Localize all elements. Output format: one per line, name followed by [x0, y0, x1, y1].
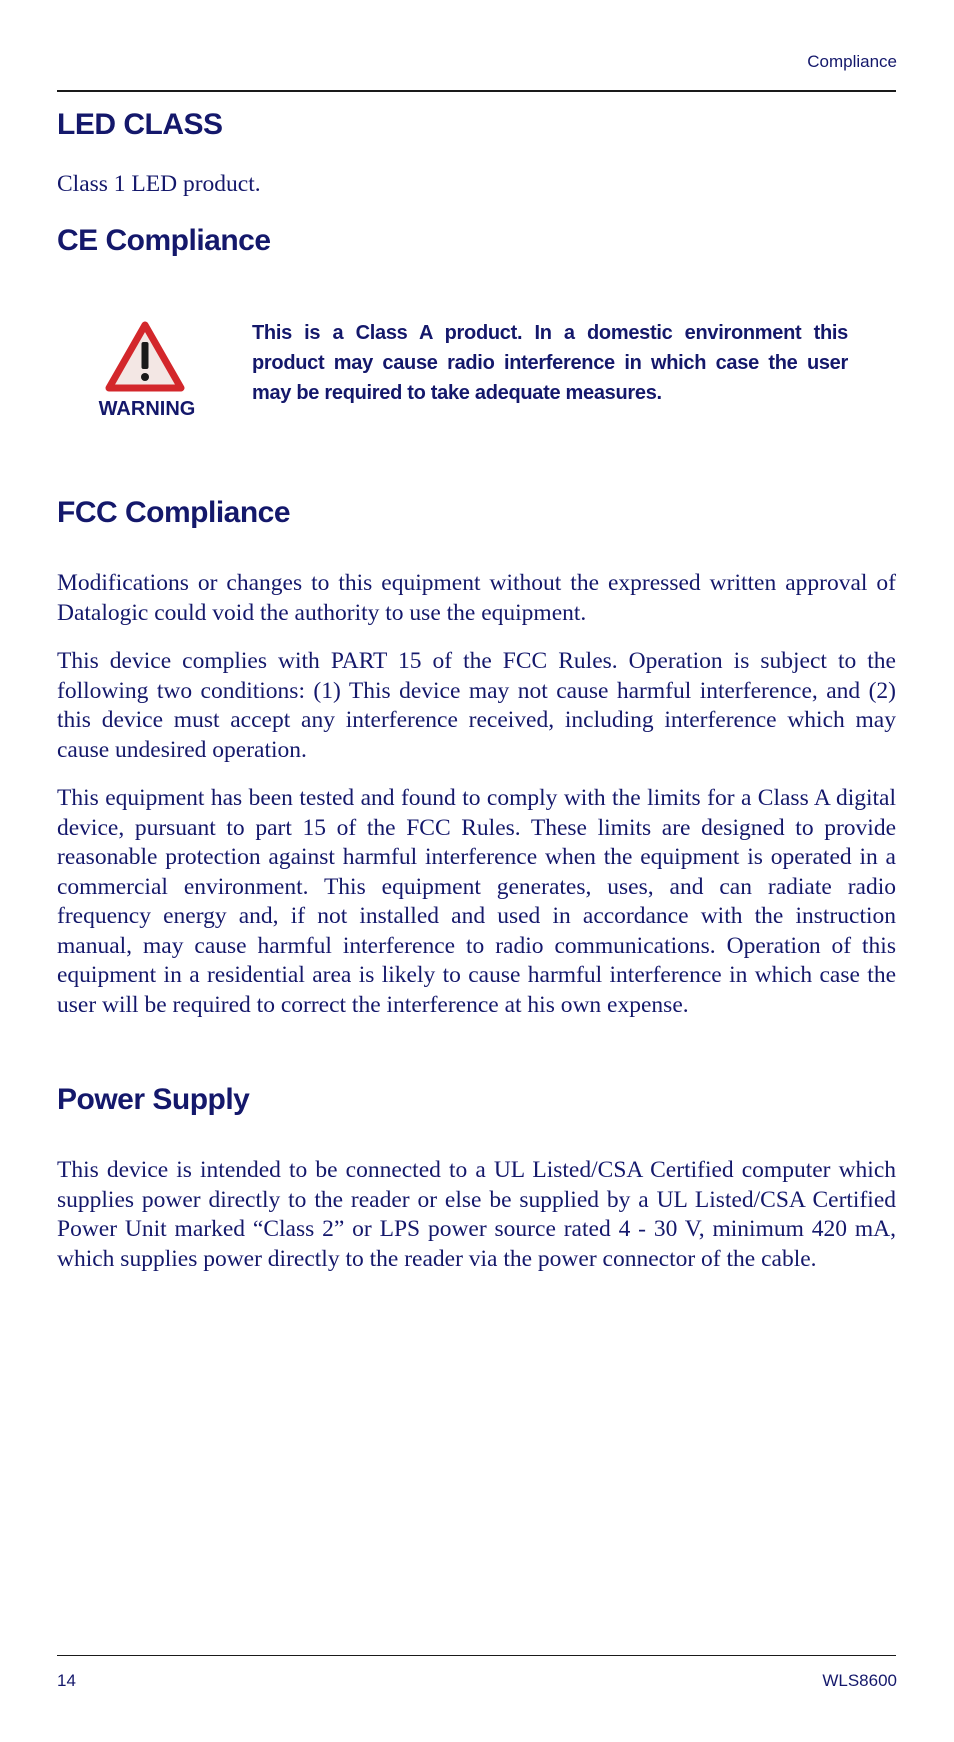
product-name: WLS8600	[822, 1671, 897, 1690]
running-header: Compliance	[807, 52, 897, 71]
page-number: 14	[57, 1671, 76, 1690]
ce-compliance-heading: CE Compliance	[57, 224, 271, 257]
footer-divider	[57, 1655, 896, 1656]
power-supply-text: This device is intended to be connected to a UL Listed/CSA Certified computer which supplies power directly to the reader or else be supplied by a UL Listed/CSA Certified Power Unit marked “Class 2” or LPS power source rated 4 - 30 V, minimum 420 mA, which supplies power directly to the reader via the power connector of the cable.	[57, 1157, 896, 1272]
led-class-text: Class 1 LED product.	[57, 171, 261, 197]
led-class-heading: LED CLASS	[57, 108, 223, 141]
warning-label: WARNING	[98, 398, 196, 420]
warning-text: This is a Class A product. In a domestic environment this product may cause radio interference in which case the user may be required to take adequate measures.	[252, 322, 848, 404]
fcc-paragraph: This equipment has been tested and found to comply with the limits for a Class A digital device, pursuant to part 15 of the FCC Rules. These limits are designed to provide reasonable protection against harmful interference when the equipment is operated in a commercial environment. This equipment generates, uses, and can radiate radio frequency energy and, if not installed and used in accordance with the instruction manual, may cause harmful interference to radio communications. Operation of this equipment in a residential area is likely to cause harmful interference in which case the user will be required to correct the interference at his own expense.	[57, 785, 896, 1018]
fcc-paragraph: This device complies with PART 15 of the FCC Rules. Operation is subject to the following two conditions: (1) This device may not cause harmful interference, and (2) this device must accept any interference received, including interference which may cause undesired operation.	[57, 648, 896, 763]
warning-triangle-icon	[104, 320, 186, 392]
fcc-compliance-heading: FCC Compliance	[57, 496, 291, 529]
fcc-paragraph: Modifications or changes to this equipment without the expressed written approval of Datalogic could void the authority to use the equipment.	[57, 570, 896, 626]
power-supply-heading: Power Supply	[57, 1083, 250, 1116]
header-divider	[57, 90, 896, 92]
